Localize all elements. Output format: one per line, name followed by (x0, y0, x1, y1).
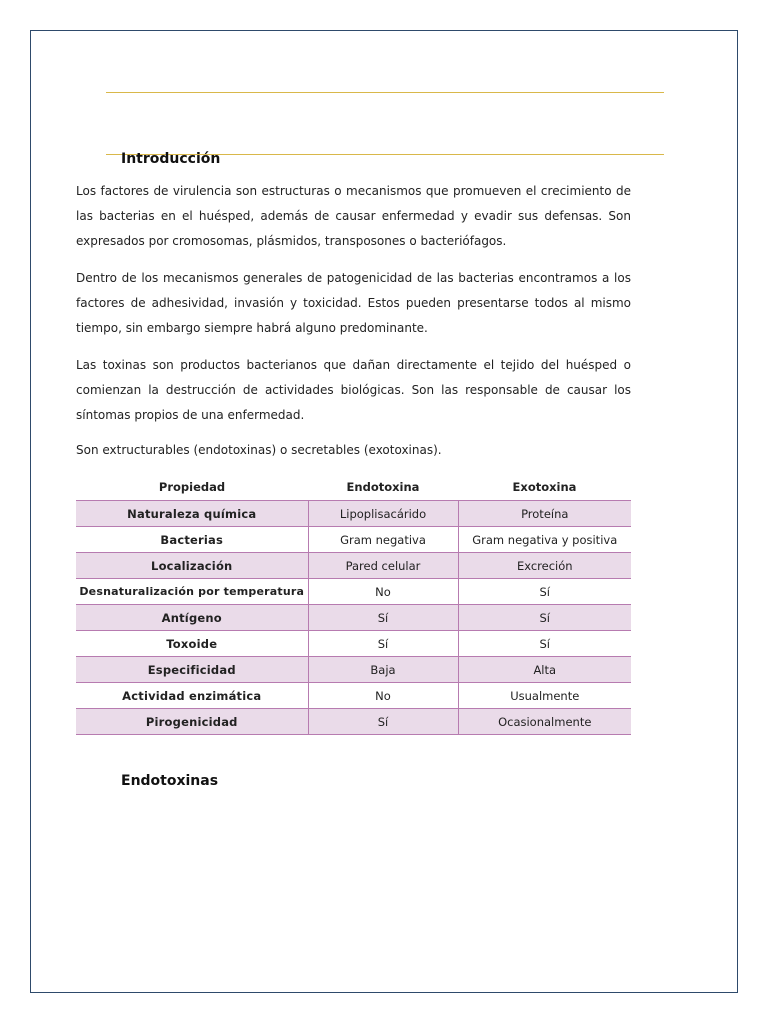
exotoxin-cell: Sí (458, 579, 631, 605)
endotoxin-cell: No (308, 683, 458, 709)
toxin-properties-table (76, 473, 631, 735)
section-heading-introduccion: Introducción (121, 151, 221, 167)
exotoxin-cell: Proteína (458, 501, 631, 527)
exotoxin-cell: Gram negativa y positiva (458, 527, 631, 553)
table-row (76, 527, 631, 553)
table-header-row (76, 473, 631, 501)
endotoxin-cell: Sí (308, 631, 458, 657)
paragraph-4: Son extructurables (endotoxinas) o secretables (exotoxinas). (76, 443, 442, 457)
row-label: Antígeno (76, 605, 308, 631)
table-header-endotoxina: Endotoxina (308, 473, 458, 501)
header-rule-top (106, 92, 664, 93)
endotoxin-cell: Lipoplisacárido (308, 501, 458, 527)
exotoxin-cell: Usualmente (458, 683, 631, 709)
row-label: Desnaturalización por temperatura (76, 579, 308, 605)
row-label: Localización (76, 553, 308, 579)
table-row (76, 657, 631, 683)
endotoxin-cell: Baja (308, 657, 458, 683)
table-row (76, 579, 631, 605)
table-header-propiedad: Propiedad (76, 473, 308, 501)
row-label: Toxoide (76, 631, 308, 657)
exotoxin-cell: Ocasionalmente (458, 709, 631, 735)
row-label: Pirogenicidad (76, 709, 308, 735)
exotoxin-cell: Sí (458, 605, 631, 631)
table-row (76, 501, 631, 527)
exotoxin-cell: Alta (458, 657, 631, 683)
row-label: Bacterias (76, 527, 308, 553)
exotoxin-cell: Sí (458, 631, 631, 657)
paragraph-3: Las toxinas son productos bacterianos que dañan directamente el tejido del huésped o comienzan la destrucción de actividades biológicas. Son las responsable de causar los síntomas propios de una enfermedad. (76, 358, 631, 422)
table-row (76, 709, 631, 735)
section-heading-endotoxinas: Endotoxinas (121, 773, 219, 789)
row-label: Naturaleza química (76, 501, 308, 527)
table-row (76, 605, 631, 631)
table-row (76, 683, 631, 709)
exotoxin-cell: Excreción (458, 553, 631, 579)
table-row (76, 553, 631, 579)
row-label: Actividad enzimática (76, 683, 308, 709)
endotoxin-cell: Sí (308, 605, 458, 631)
endotoxin-cell: Gram negativa (308, 527, 458, 553)
endotoxin-cell: Sí (308, 709, 458, 735)
endotoxin-cell: Pared celular (308, 553, 458, 579)
row-label: Especificidad (76, 657, 308, 683)
endotoxin-cell: No (308, 579, 458, 605)
paragraph-2: Dentro de los mecanismos generales de patogenicidad de las bacterias encontramos a los factores de adhesividad, invasión y toxicidad. Estos pueden presentarse todos al mismo tiempo, sin embargo siempre habrá alguno predominante. (76, 271, 631, 335)
table-header-exotoxina: Exotoxina (458, 473, 631, 501)
table-row (76, 631, 631, 657)
paragraph-1: Los factores de virulencia son estructuras o mecanismos que promueven el crecimiento de las bacterias en el huésped, además de causar enfermedad y evadir sus defensas. Son expresados por cromosomas, plásmidos, transposones o bacteriófagos. (76, 184, 631, 248)
